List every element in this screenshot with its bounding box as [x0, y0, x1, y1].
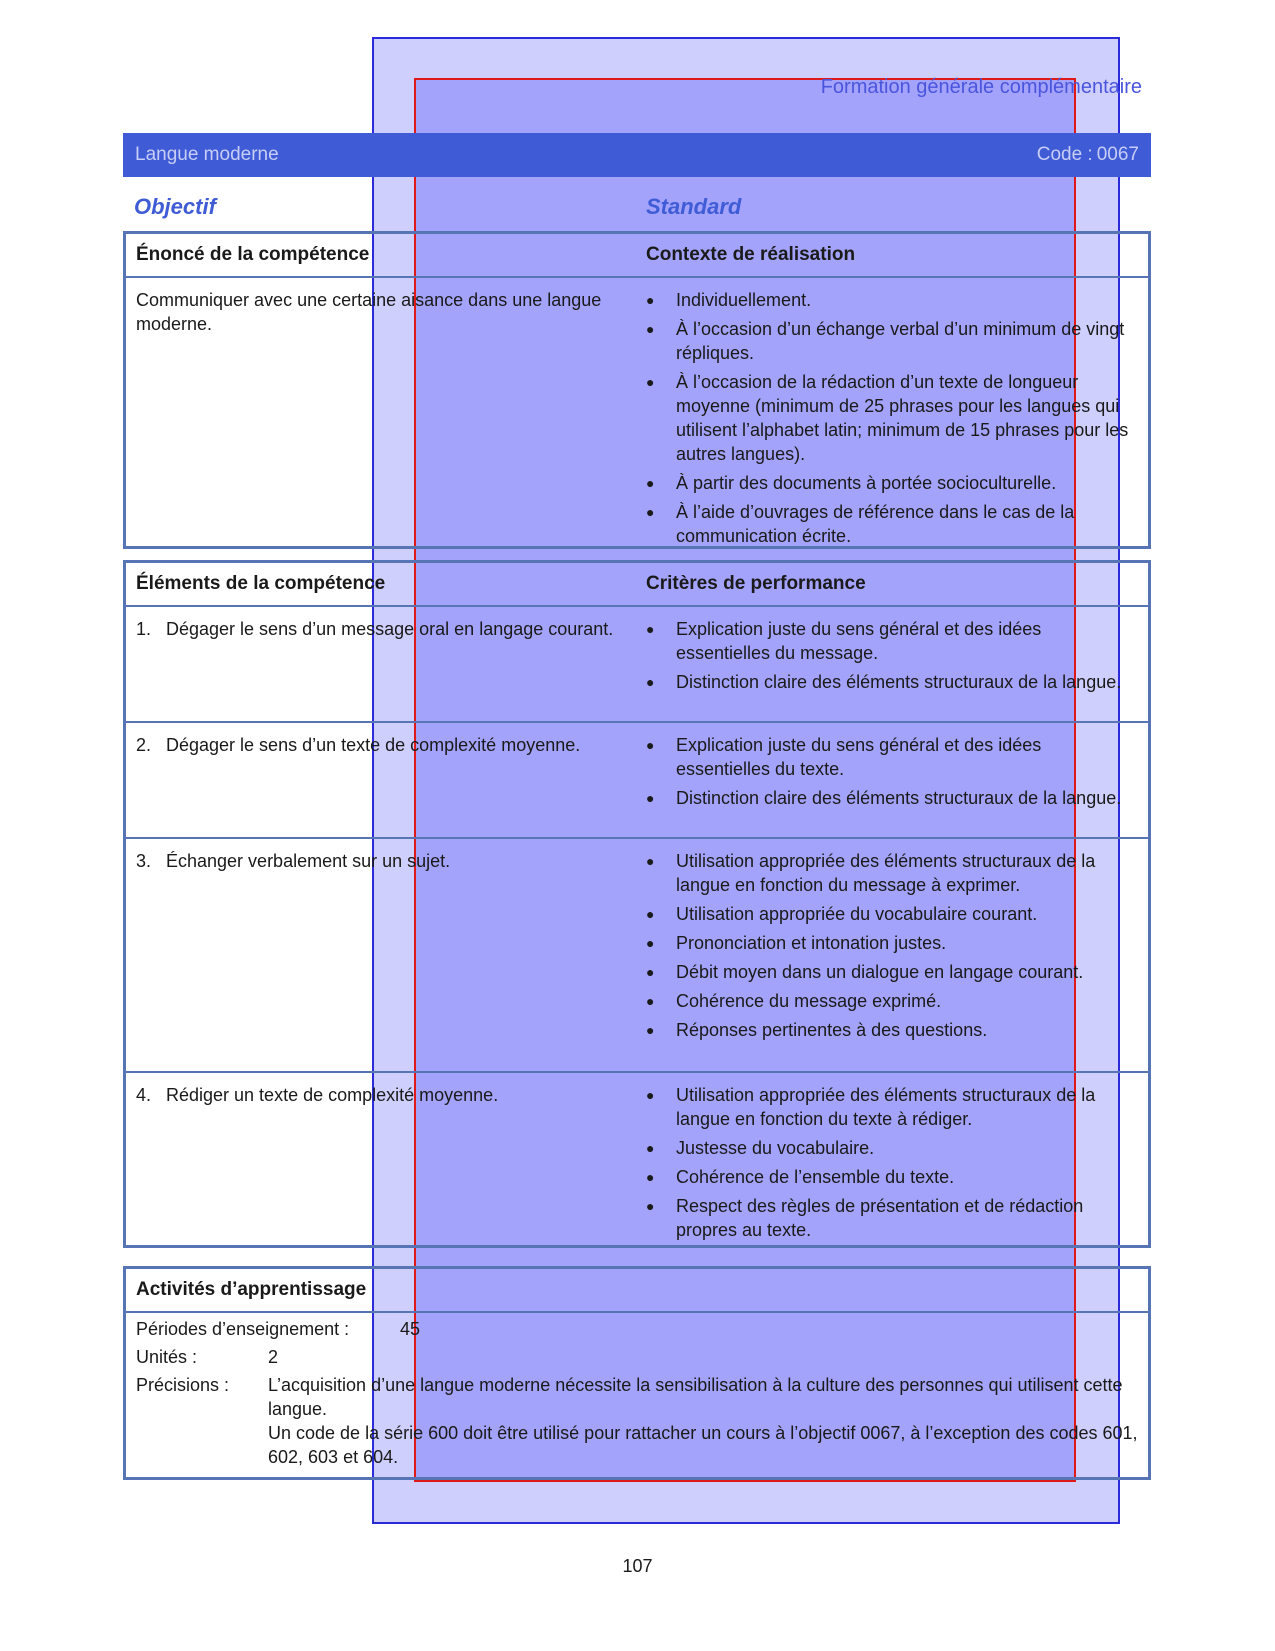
periodes-row [126, 1317, 1148, 1341]
code-label: Code : [1036, 144, 1093, 165]
list-item: ● Prononciation et intonation justes. [646, 933, 947, 953]
list-item: ● À l’aide d’ouvrages de référence dans le cas de la communication écrite. [646, 502, 1075, 546]
enonce-text: Communiquer avec une certaine aisance dans une langue moderne. [136, 290, 602, 334]
activites-header: Activités d’apprentissage [126, 1269, 1148, 1313]
subject-name: Langue moderne [135, 144, 279, 165]
competence-row [126, 278, 1148, 546]
periodes-value: 45 [400, 1319, 421, 1339]
precision-paragraph: L’acquisition d’une langue moderne nécessite la sensibilisation à la culture des personnes qui utilisent cette langue. [268, 1375, 1123, 1419]
list-item: ● À l’occasion d’un échange verbal d’un minimum de vingt répliques. [646, 319, 1125, 363]
list-item: ● Distinction claire des éléments structuraux de la langue. [646, 788, 1122, 808]
precisions-row [126, 1373, 1148, 1469]
list-item: ● À l’occasion de la rédaction d’un texte de longueur moyenne (minimum de 25 phrases pour les langues qui utilisent l’alphabet latin; minimum de 15 phrases pour les autres langues). [646, 372, 1129, 464]
table-row: 3. Échanger verbalement sur un sujet. ● Utilisation appropriée des éléments structuraux de la langue en fonction du message à exprimer. ● Utilisation appropriée du vocabulaire courant. ● Prononciation et intonation justes. ● Débit moyen dans un dialogue en langage courant. ● Cohérence du message exprimé. ● Réponses pertinentes à des questions. [126, 839, 1148, 1073]
precision-paragraph: Un code de la série 600 doit être utilisé pour rattacher un cours à l’objectif 0067, à l’exception des codes 601, 602, 603 et 604. [268, 1423, 1138, 1467]
code-group [1037, 144, 1139, 166]
elements-box [123, 560, 1151, 1248]
unites-value: 2 [268, 1347, 279, 1367]
standard-title: Standard [646, 194, 742, 219]
list-item: ● Débit moyen dans un dialogue en langage courant. [646, 962, 1084, 982]
table-row: 1. Dégager le sens d’un message oral en langage courant. ● Explication juste du sens général et des idées essentielles du message. ● Distinction claire des éléments structuraux de la langue. [126, 607, 1148, 723]
list-item: ● Cohérence du message exprimé. [646, 991, 942, 1011]
table-row: 4. Rédiger un texte de complexité moyenne. ● Utilisation appropriée des éléments structuraux de la langue en fonction du texte à rédiger. ● Justesse du vocabulaire. ● Cohérence de l’ensemble du texte. ● Respect des règles de présentation et de rédaction propres au texte. [126, 1073, 1148, 1245]
competence-header [126, 234, 1148, 278]
list-item: ● Cohérence de l’ensemble du texte. [646, 1167, 955, 1187]
list-item: ● Explication juste du sens général et des idées essentielles du texte. [646, 735, 1042, 779]
list-item: ● Justesse du vocabulaire. [646, 1138, 875, 1158]
page-number: 107 [622, 1556, 653, 1576]
list-item: ● Réponses pertinentes à des questions. [646, 1020, 988, 1040]
enonce-header: Énoncé de la compétence [136, 244, 370, 265]
document-header-title: Formation générale complémentaire [820, 76, 1142, 98]
list-item: ● Utilisation appropriée des éléments structuraux de la langue en fonction du texte à rédiger. [646, 1085, 1096, 1129]
list-item: ● Explication juste du sens général et des idées essentielles du message. [646, 619, 1042, 663]
list-item: ● Utilisation appropriée des éléments structuraux de la langue en fonction du message à exprimer. [646, 851, 1096, 895]
list-item: ● Distinction claire des éléments structuraux de la langue. [646, 672, 1122, 692]
criteres-header-label: Critères de performance [646, 573, 866, 594]
objectif-title: Objectif [134, 194, 216, 219]
subject-code-bar [123, 133, 1151, 177]
list-item: ● Respect des règles de présentation et de rédaction propres au texte. [646, 1196, 1084, 1240]
activites-box [123, 1266, 1151, 1480]
list-item: ● Utilisation appropriée du vocabulaire courant. [646, 904, 1038, 924]
unites-label: Unités : [136, 1347, 198, 1367]
contexte-list [646, 288, 1136, 548]
elements-header-label: Éléments de la compétence [136, 573, 386, 594]
contexte-header: Contexte de réalisation [646, 244, 856, 265]
section-titles [134, 194, 1144, 220]
unites-row [126, 1345, 1148, 1369]
list-item: ● À partir des documents à portée socioculturelle. [646, 473, 1057, 493]
competence-box [123, 231, 1151, 549]
table-row: 2. Dégager le sens d’un texte de complexité moyenne. ● Explication juste du sens général et des idées essentielles du texte. ● Distinction claire des éléments structuraux de la langue. [126, 723, 1148, 839]
code-value: 0067 [1096, 144, 1139, 165]
periodes-label: Périodes d’enseignement : [136, 1319, 350, 1339]
elements-header [126, 563, 1148, 607]
precisions-label: Précisions : [136, 1375, 230, 1395]
list-item: ● Individuellement. [646, 290, 812, 310]
